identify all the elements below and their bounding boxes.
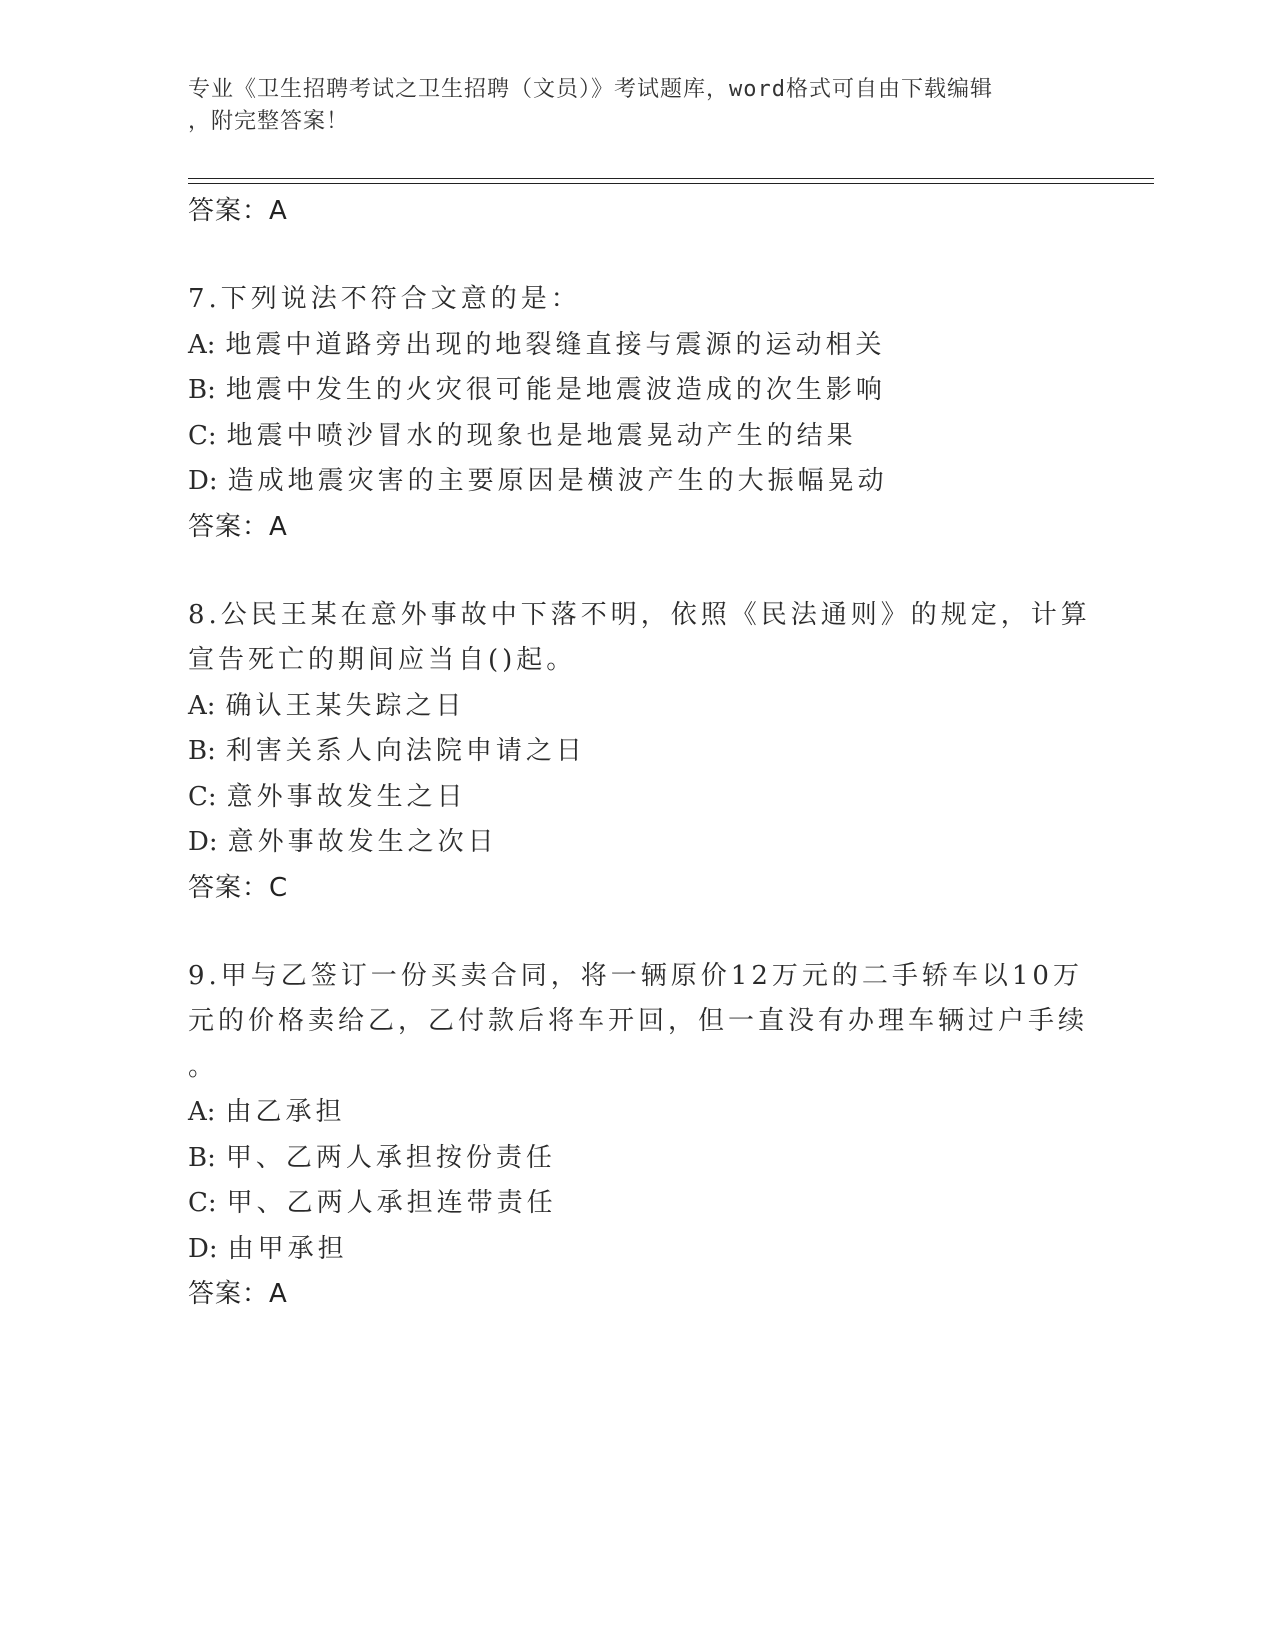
header-line-1: 专业《卫生招聘考试之卫生招聘（文员）》考试题库，word格式可自由下载编辑: [188, 77, 993, 102]
option-text: 地震中道路旁出现的地裂缝直接与震源的运动相关: [225, 329, 886, 360]
option-c: [188, 1181, 1088, 1227]
option-text: 由乙承担: [225, 1097, 346, 1127]
header-line-2: ，附完整答案！: [188, 109, 350, 134]
answer-line: 答案：A: [188, 196, 288, 226]
option-letter: D:: [188, 466, 218, 496]
option-letter: A:: [188, 1097, 216, 1127]
option-d: [188, 820, 1088, 866]
option-text: 利害关系人向法院申请之日: [225, 736, 586, 766]
option-a: [188, 684, 1088, 730]
option-letter: B:: [188, 1142, 216, 1173]
option-letter: C:: [188, 420, 217, 451]
option-text: 地震中喷沙冒水的现象也是地震晃动产生的结果: [226, 420, 857, 451]
option-text: 由甲承担: [227, 1233, 348, 1264]
option-text: 造成地震灾害的主要原因是横波产生的大振幅晃动: [227, 466, 888, 496]
option-text: 地震中发生的火灾很可能是地震波造成的次生影响: [225, 375, 886, 405]
option-d: [188, 459, 1088, 505]
option-letter: C:: [188, 1188, 217, 1218]
page-header: [188, 74, 1088, 138]
answer-line: 答案：A: [188, 1279, 288, 1309]
question-7: [188, 277, 1088, 549]
option-b: [188, 368, 1088, 414]
option-letter: B:: [188, 375, 216, 405]
option-text: 意外事故发生之日: [226, 781, 467, 812]
option-letter: C:: [188, 781, 217, 812]
question-8: [188, 593, 1091, 910]
option-c: [188, 775, 1088, 821]
option-letter: A:: [188, 329, 216, 360]
answer-line: 答案：C: [188, 872, 289, 903]
question-stem: 宣告死亡的期间应当自()起。: [188, 645, 577, 675]
option-b: [188, 1136, 1088, 1182]
option-a: [188, 323, 1088, 369]
option-text: 意外事故发生之次日: [227, 827, 498, 857]
option-d: [188, 1227, 1088, 1273]
question-stem: 9.甲与乙签订一份买卖合同，将一辆原价12万元的二手轿车以10万: [188, 960, 1083, 991]
header-divider-bottom: [188, 183, 1154, 184]
header-divider-top: [188, 178, 1154, 179]
question-stem: 。: [188, 1051, 219, 1082]
question-stem: 元的价格卖给乙，乙付款后将车开回，但一直没有办理车辆过户手续: [188, 1006, 1089, 1036]
option-text: 甲、乙两人承担连带责任: [226, 1188, 557, 1218]
option-text: 甲、乙两人承担按份责任: [225, 1142, 556, 1173]
answer-line: 答案：A: [188, 511, 288, 542]
option-letter: D:: [188, 827, 218, 857]
document-body: [188, 189, 1091, 1316]
question-stem: 7.下列说法不符合文意的是：: [188, 284, 581, 314]
option-letter: D:: [188, 1233, 218, 1264]
question-stem: 8.公民王某在意外事故中下落不明，依照《民法通则》的规定，计算: [188, 599, 1091, 630]
option-a: [188, 1090, 1088, 1136]
option-c: [188, 414, 1088, 460]
option-letter: B:: [188, 736, 216, 766]
option-b: [188, 729, 1088, 775]
question-9: [188, 954, 1088, 1317]
option-text: 确认王某失踪之日: [225, 690, 466, 721]
option-letter: A:: [188, 690, 216, 721]
